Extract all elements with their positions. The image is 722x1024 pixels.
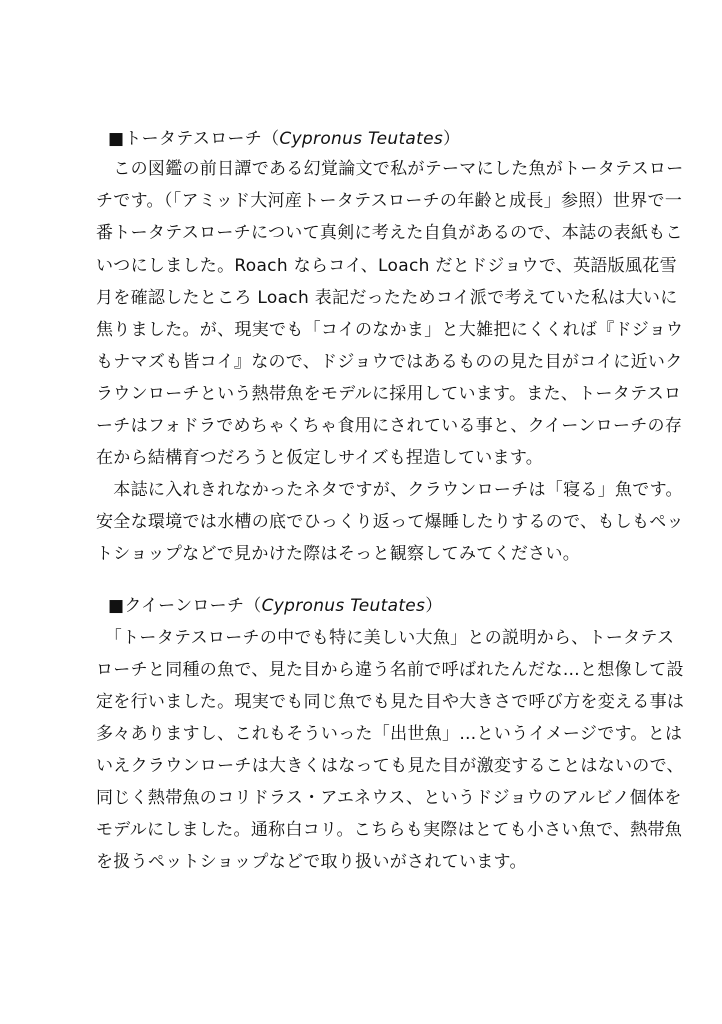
paragraph-line: 安全な環境では水槽の底でひっくり返って爆睡したりするので、もしもペッ (96, 512, 684, 532)
heading-close: ） (443, 129, 461, 149)
paragraph-line: ローチと同種の魚で、見た目から違う名前で呼ばれたんだな…と想像して設 (96, 660, 684, 680)
heading-title: クイーンローチ（ (124, 596, 262, 616)
paragraph-line: 在から結構育つだろうと仮定しサイズも捏造しています。 (96, 448, 544, 468)
paragraph-line: 焦りました。が、現実でも「コイのなかま」と大雑把にくくれば『ドジョウ (96, 320, 684, 340)
paragraph-line: もナマズも皆コイ』なので、ドジョウではあるものの見た目がコイに近いク (96, 352, 683, 372)
section-heading-queen-loach (108, 595, 648, 617)
paragraph-line: この図鑑の前日譚である幻覚論文で私がテーマにした魚がトータテスロー (96, 159, 684, 179)
paragraph-line: ラウンローチという熱帯魚をモデルに採用しています。また、トータテスロ (96, 384, 682, 404)
paragraph-line: ーチはフォドラでめちゃくちゃ食用にされている事と、クイーンローチの存 (96, 416, 683, 436)
paragraph-line: 月を確認したところ Loach 表記だったためコイ派で考えていた私は大いに (96, 288, 678, 308)
paragraph-line: 本誌に入れきれなかったネタですが、クラウンローチは「寝る」魚です。 (96, 480, 683, 500)
heading-title: トータテスローチ（ (124, 129, 280, 149)
section-heading-toutates-loach (108, 128, 648, 150)
paragraph-line: 番トータテスローチについて真剣に考えた自負があるので、本誌の表紙もこ (96, 223, 683, 243)
paragraph-line: 同じく熱帯魚のコリドラス・アエネウス、というドジョウのアルビノ個体を (96, 788, 682, 808)
paragraph-line: モデルにしました。通称白コリ。こちらも実際はとても小さい魚で、熱帯魚 (96, 820, 683, 840)
paragraph-line: いえクラウンローチは大きくはなっても見た目が激変することはないので、 (96, 756, 684, 776)
paragraph-line: いつにしました。Roach ならコイ、Loach だとドジョウで、英語版風花雪 (96, 256, 677, 276)
paragraph-line: チです。（「アミッド大河産トータテスローチの年齢と成長」参照）世界で一 (96, 191, 683, 211)
heading-latin-name: Cypronus Teutates (279, 129, 444, 149)
square-bullet-icon: ■ (108, 596, 125, 616)
paragraph-line: 「トータテスローチの中でも特に美しい大魚」との説明から、トータテス (96, 628, 675, 648)
square-bullet-icon: ■ (108, 129, 125, 149)
heading-latin-name: Cypronus Teutates (261, 596, 426, 616)
paragraph-line: 多々ありますし、これもそういった「出世魚」…というイメージです。とは (96, 724, 683, 744)
paragraph-line: 定を行いました。現実でも同じ魚でも見た目や大きさで呼び方を変える事は (96, 692, 685, 712)
paragraph-line: トショップなどで見かけた際はそっと観察してみてください。 (96, 544, 581, 564)
paragraph-line: を扱うペットショップなどで取り扱いがされています。 (96, 852, 527, 872)
heading-close: ） (425, 596, 443, 616)
